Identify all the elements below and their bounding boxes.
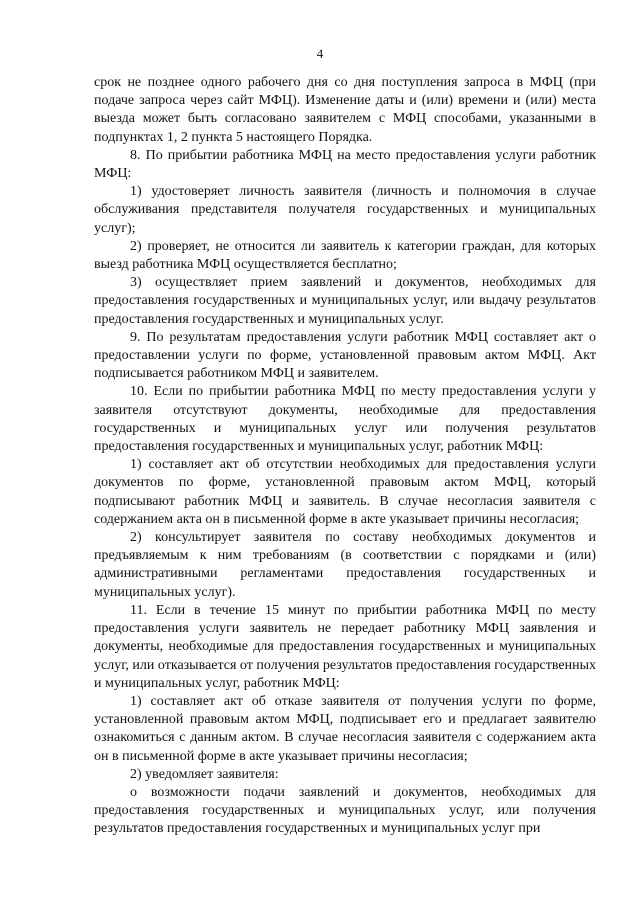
paragraph-item-10: 10. Если по прибытии работника МФЦ по месту предоставления услуги у заявителя отсутствуют документы, необходимые для предоставления государственных и муниципальных услуг или получения результатов предоставления государственных и муниципальных услуг, работник МФЦ: (94, 384, 596, 455)
paragraph-item-8-1: 1) удостоверяет личность заявителя (личность и полномочия в случае обслуживания представителя получателя государственных и муниципальных услуг); (94, 184, 596, 236)
paragraph-item-11-2-text: о возможности подачи заявлений и документов, необходимых для предоставления государственных и муниципальных услуг, или получения результатов предоставления государственных и муниципальных услуг при (94, 784, 596, 837)
paragraph-continuation: срок не позднее одного рабочего дня со дня поступления запроса в МФЦ (при подаче запроса через сайт МФЦ). Изменение даты и (или) времени и (или) места выезда может быть согласовано заявителем с МФЦ способами, указанными в подпунктах 1, 2 пункта 5 настоящего Порядка. (94, 75, 596, 145)
paragraph-item-9: 9. По результатам предоставления услуги работник МФЦ составляет акт о предоставлении услуги по форме, установленной правовым актом МФЦ. Акт подписывается работником МФЦ и заявителем. (94, 329, 596, 382)
page-number: 4 (316, 46, 324, 61)
paragraph-item-8-3: 3) осуществляет прием заявлений и документов, необходимых для предоставления государственных и муниципальных услуг, или выдачу результатов предоставления государственных и муниципальных услуг. (94, 275, 596, 327)
document-body (94, 74, 596, 839)
paragraph-item-10-1: 1) составляет акт об отсутствии необходимых для предоставления услуги документов по форме, установленной правовым актом МФЦ, который подписывают работник МФЦ и заявитель. В случае несогласия заявителя с содержанием акта он в письменной форме в акте указывает причины несогласия; (94, 457, 596, 527)
paragraph-item-11: 11. Если в течение 15 минут по прибытии работника МФЦ по месту предоставления услуги заявитель не передает работнику МФЦ заявления и документы, необходимые для предоставления государственных и муниципальных услуг, или отказывается от получения результатов предоставления государственных и муниципальных услуг, работник МФЦ: (94, 602, 596, 691)
paragraph-item-8-2: 2) проверяет, не относится ли заявитель к категории граждан, для которых выезд работника МФЦ осуществляется бесплатно; (94, 238, 596, 273)
paragraph-item-11-2: 2) уведомляет заявителя: (130, 766, 279, 782)
paragraph-item-8: 8. По прибытии работника МФЦ на место предоставления услуги работник МФЦ: (94, 147, 596, 182)
paragraph-item-11-1: 1) составляет акт об отказе заявителя от получения услуги по форме, установленной правовым актом МФЦ, подписывает его и предлагает заявителю ознакомиться с данным актом. В случае несогласия заявителя с содержанием акта он в письменной форме в акте указывает причины несогласия; (94, 693, 596, 764)
paragraph-item-10-2: 2) консультирует заявителя по составу необходимых документов и предъявляемым к ним требованиям (в соответствии с порядками и (или) административными регламентами предоставления государственных и муниципальных услуг). (94, 530, 596, 600)
